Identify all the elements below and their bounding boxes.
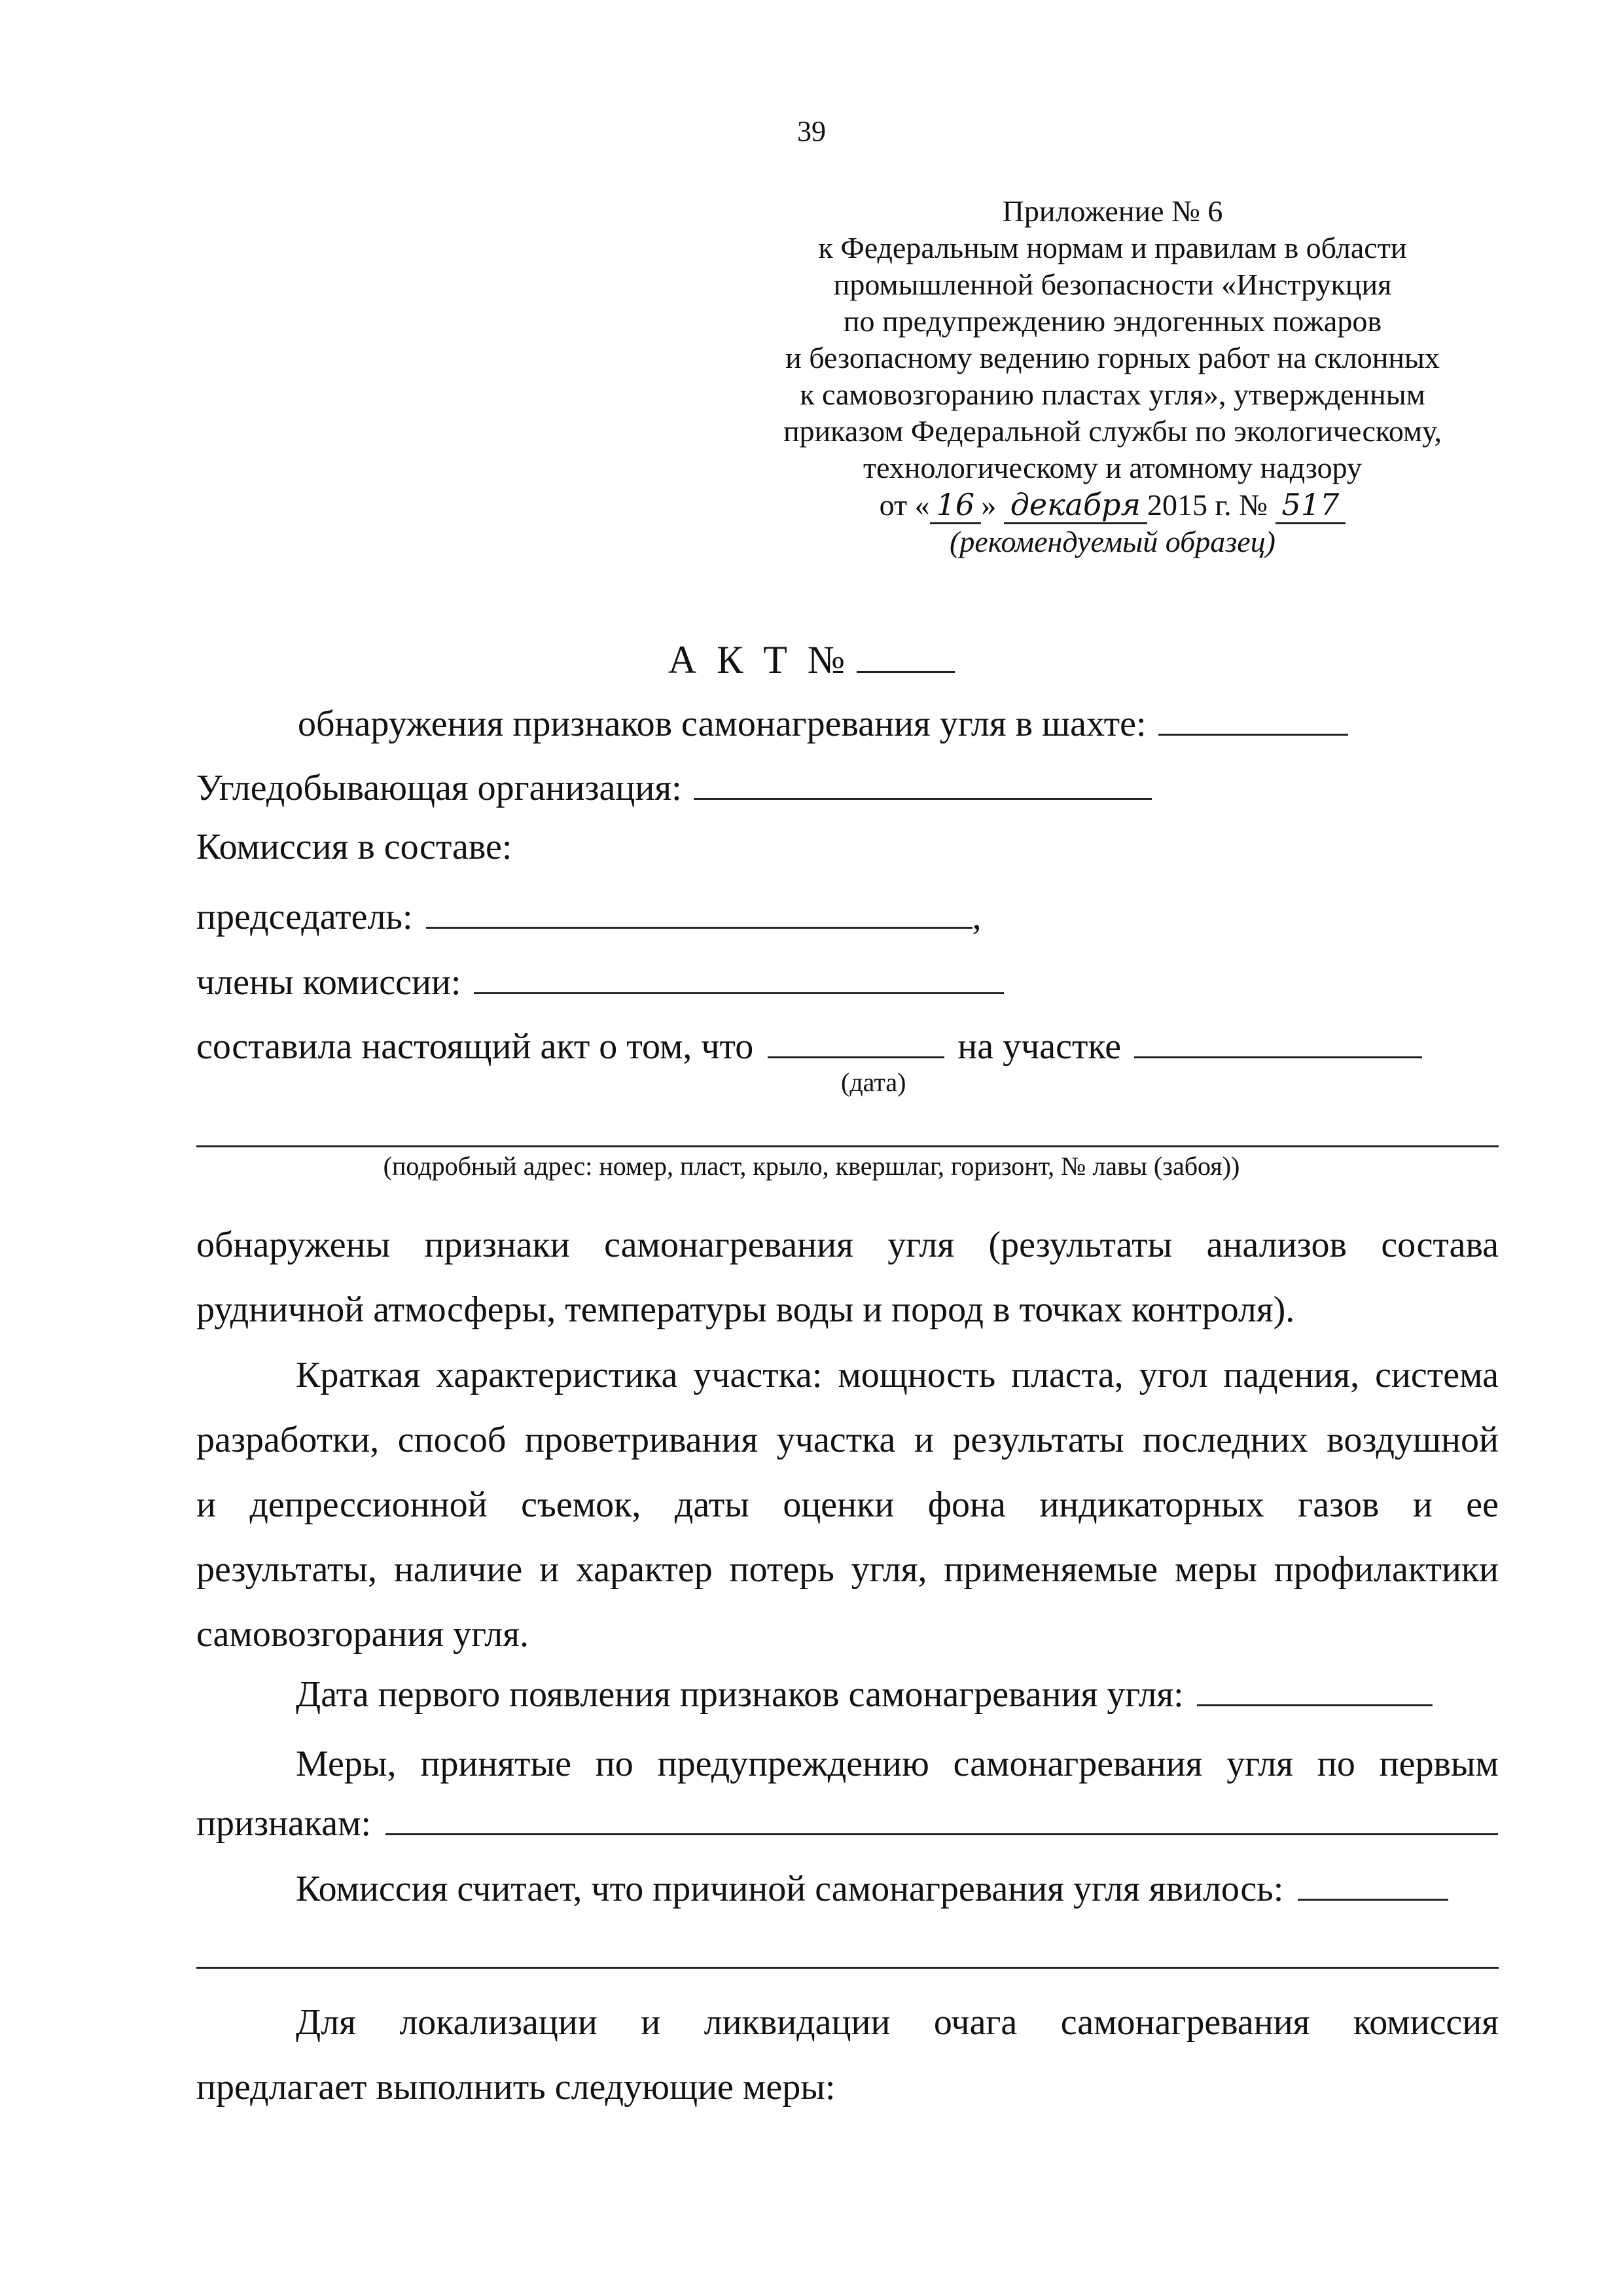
order-date-mid: »	[981, 488, 1004, 522]
act-subject-line	[298, 697, 1348, 745]
paragraph-line: самовозгорания угля.	[196, 1614, 529, 1655]
measures-blank	[385, 1797, 1498, 1835]
localize-paragraph	[196, 1990, 1499, 2120]
sample-note: (рекомендуемый образец)	[950, 525, 1275, 558]
paragraph-line: и депрессионной съемок, даты оценки фона индикаторных газов и ее	[196, 1484, 1499, 1525]
appendix-line: приказом Федеральной службы по экологическому,	[783, 414, 1442, 448]
cause-blank	[1298, 1862, 1448, 1901]
members-line	[196, 956, 1004, 1003]
page-number: 39	[797, 115, 826, 147]
measures-label: признакам:	[196, 1803, 372, 1844]
paragraph-line: разработки, способ проветривания участка и результаты последних воздушной	[196, 1420, 1499, 1460]
compiled-line	[196, 1020, 1422, 1067]
cause-continuation-blank	[196, 1967, 1499, 1969]
order-year: 2015 г. №	[1147, 488, 1275, 522]
commission-label: Комиссия в составе:	[196, 827, 512, 867]
area-blank	[1134, 1020, 1422, 1058]
first-signs-label: Дата первого появления признаков самонагревания угля:	[296, 1674, 1184, 1715]
appendix-line: к Федеральным нормам и правилам в области	[818, 231, 1407, 264]
first-signs-blank	[1197, 1668, 1433, 1706]
order-date-prefix: от «	[879, 488, 930, 522]
date-caption: (дата)	[841, 1067, 906, 1097]
act-title	[0, 632, 1623, 683]
handwritten-order-number: 517	[1275, 487, 1346, 524]
members-label: члены комиссии:	[196, 962, 461, 1003]
handwritten-month: декабря	[1004, 487, 1147, 524]
paragraph-line: Краткая характеристика участка: мощность пласта, угол падения, система	[296, 1355, 1499, 1395]
mine-blank	[1158, 697, 1348, 736]
date-blank	[768, 1020, 944, 1058]
handwritten-day: 16	[930, 487, 982, 524]
appendix-line: Приложение № 6	[1002, 194, 1223, 228]
act-title-text: А К Т №	[668, 638, 851, 681]
appendix-line: технологическому и атомному надзору	[863, 451, 1362, 484]
organization-label: Угледобывающая организация:	[196, 768, 682, 808]
paragraph-line: Меры, принятые по предупреждению самонагревания угля по первым	[296, 1744, 1499, 1784]
cause-label: Комиссия считает, что причиной самонагревания угля явилось:	[296, 1869, 1284, 1909]
chairman-suffix: ,	[972, 897, 982, 937]
organization-line	[196, 761, 1152, 809]
chairman-label: председатель:	[196, 897, 413, 937]
found-paragraph	[196, 1213, 1499, 1342]
area-label: на участке	[957, 1026, 1122, 1067]
compiled-label: составила настоящий акт о том, что	[196, 1026, 754, 1067]
act-subject: обнаружения признаков самонагревания угля в шахте:	[298, 704, 1147, 744]
address-blank	[196, 1145, 1499, 1147]
appendix-line: по предупреждению эндогенных пожаров	[843, 304, 1382, 338]
brief-paragraph	[196, 1343, 1499, 1667]
appendix-line: и безопасному ведению горных работ на склонных	[785, 341, 1440, 374]
measures-line	[196, 1797, 1498, 1844]
order-date-line	[694, 486, 1531, 524]
appendix-line: к самовозгоранию пластах угля», утвержденным	[800, 378, 1425, 411]
cause-line	[296, 1862, 1448, 1910]
organization-blank	[694, 761, 1152, 800]
address-caption: (подробный адрес: номер, пласт, крыло, квершлаг, горизонт, № лавы (забоя))	[383, 1151, 1240, 1181]
appendix-header	[694, 193, 1531, 560]
chairman-blank	[426, 890, 972, 929]
paragraph-line: обнаружены признаки самонагревания угля (результаты анализов состава	[196, 1225, 1499, 1265]
chairman-line	[196, 890, 982, 938]
paragraph-line: рудничной атмосферы, температуры воды и пород в точках контроля).	[196, 1289, 1295, 1330]
appendix-line: промышленной безопасности «Инструкция	[833, 268, 1392, 301]
measures-paragraph	[196, 1732, 1499, 1797]
paragraph-line: результаты, наличие и характер потерь угля, применяемые меры профилактики	[196, 1549, 1499, 1590]
paragraph-line: предлагает выполнить следующие меры:	[196, 2067, 836, 2108]
paragraph-line: Для локализации и ликвидации очага самонагревания комиссия	[296, 2002, 1499, 2043]
first-signs-line	[296, 1668, 1433, 1715]
members-blank	[474, 956, 1004, 994]
act-number-blank	[857, 632, 955, 673]
